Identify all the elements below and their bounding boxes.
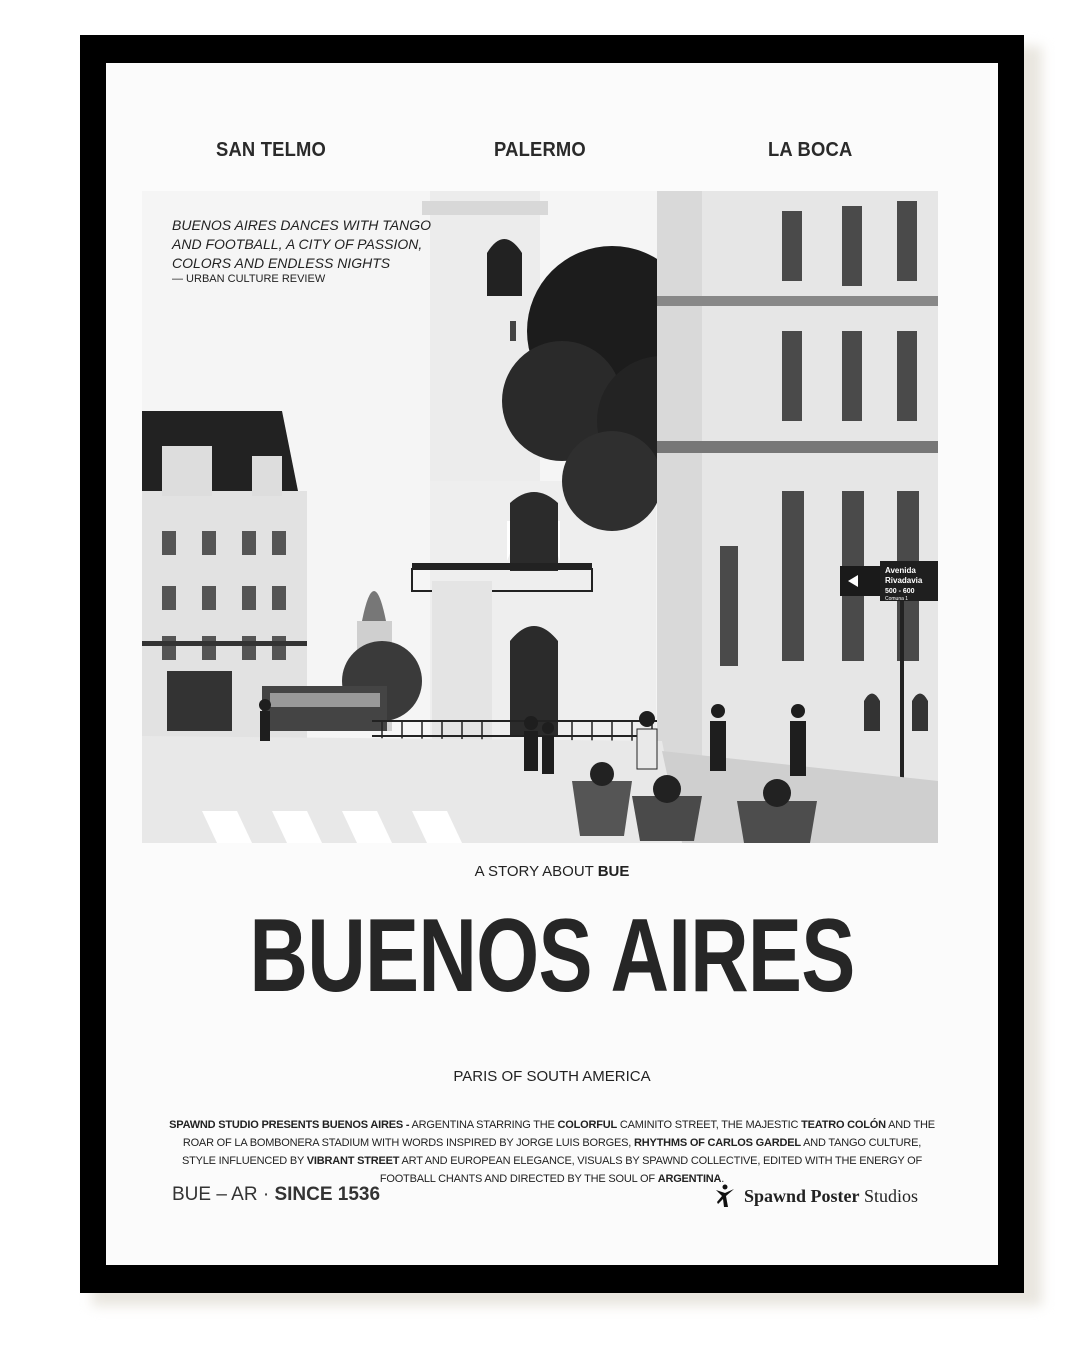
since-year: SINCE 1536 <box>274 1184 381 1205</box>
credits-part: VIBRANT STREET <box>306 1155 400 1167</box>
credits-part: TEATRO COLÓN <box>801 1119 886 1131</box>
district-palermo: PALERMO <box>494 139 586 161</box>
credits-part: AND TANGO CULTURE, STYLE INFLUENCED BY <box>181 1137 922 1167</box>
credits-part: RHYTHMS OF CARLOS GARDEL <box>633 1137 801 1149</box>
studio-name-rest: Studios <box>863 1185 918 1206</box>
location-code-text: BUE – AR · <box>172 1184 270 1205</box>
district-san-telmo: SAN TELMO <box>216 139 327 161</box>
studio-name-bold: Spawnd Poster <box>743 1185 860 1206</box>
studio-credit <box>714 1184 918 1208</box>
district-la-boca: LA BOCA <box>768 139 853 161</box>
street-sign-line3: 500 - 600 <box>885 588 915 595</box>
story-line <box>106 863 998 880</box>
credits-part: SPAWND STUDIO PRESENTS BUENOS AIRES - <box>169 1119 410 1131</box>
poster-mat <box>106 63 998 1265</box>
credits-part: COLORFUL <box>557 1119 618 1131</box>
credits-part: ARGENTINA STARRING THE <box>409 1119 558 1131</box>
review-source-prefix: — URBAN <box>172 273 225 285</box>
credits-part: AND THE ROAR OF LA BOMBONERA STADIUM WITH WORDS INSPIRED BY JORGE LUIS BORGES, <box>182 1119 935 1149</box>
location-code <box>172 1184 380 1206</box>
review-source-rest: CULTURE REVIEW <box>227 273 326 285</box>
review-quote: BUENOS AIRES DANCES WITH TANGO AND FOOTBALL, A CITY OF PASSION, COLORS AND ENDLESS NIGHTS <box>172 217 432 271</box>
studio-name <box>744 1186 918 1207</box>
poster-subtitle: PARIS OF SOUTH AMERICA <box>453 1068 651 1085</box>
story-prefix: A STORY ABOUT <box>474 863 594 880</box>
credits-part: CAMINITO STREET, THE MAJESTIC <box>617 1119 802 1131</box>
city-photo <box>142 191 938 843</box>
poster-frame <box>80 35 1024 1293</box>
street-sign-line1: Avenida <box>885 566 916 575</box>
story-highlight: BUE <box>597 863 630 880</box>
poster-title: BUENOS AIRES <box>249 898 855 1014</box>
credits-part: ARGENTINA <box>657 1173 722 1185</box>
street-sign-line4: Comuna 1 <box>885 596 909 602</box>
credits-block <box>166 1116 938 1188</box>
street-sign-line2: Rivadavia <box>885 576 923 585</box>
review-source <box>172 273 325 285</box>
credits-part: . <box>721 1173 725 1185</box>
credits-part: ART AND EUROPEAN ELEGANCE, VISUALS BY SPAWND COLLECTIVE, EDITED WITH THE ENERGY OF FOOTBALL CHANTS AND DIRECTED BY THE SOUL OF <box>379 1155 923 1185</box>
dancer-logo-icon <box>714 1184 736 1208</box>
